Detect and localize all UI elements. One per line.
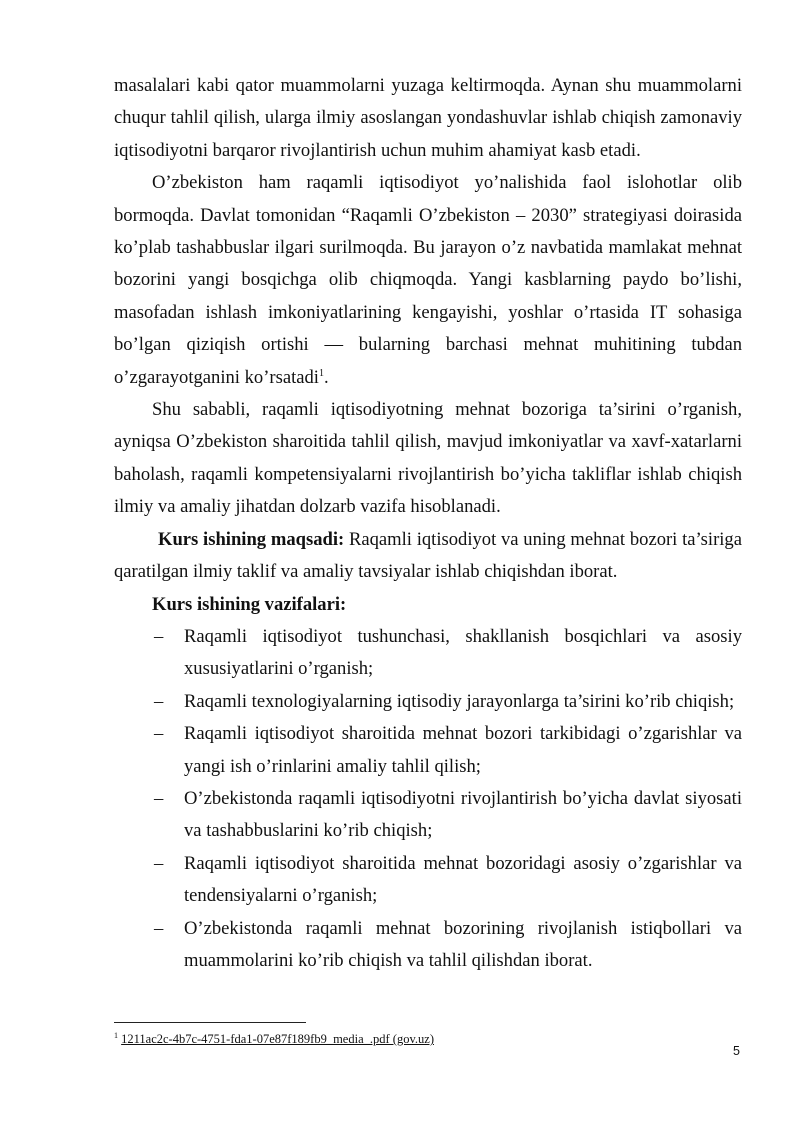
body-text [114,70,742,977]
course-goal-label: Kurs ishining maqsadi: [158,528,345,550]
footnote-mark: 1 [114,1030,118,1040]
dash-bullet: – [154,852,164,874]
course-tasks-heading: Kurs ishining vazifalari: [152,593,347,615]
course-tasks-list [114,621,742,977]
paragraph-relevance: Shu sababli, raqamli iqtisodiyotning mehnat bozoriga ta’sirini o’rganish, ayniqsa O’zbekiston sharoitida tahlil qilish, mavjud imkoniyatlar va xavf-xatarlarni baholash, raqamli kompetensiyalarni rivojlantirish bo’yicha takliflar ishlab chiqish ilmiy va amaliy jihatdan dolzarb vazifa hisoblanadi. [114,399,742,518]
dash-bullet: – [154,787,164,809]
paragraph-uzbekistan-reforms [114,167,742,394]
list-item [114,686,742,718]
dash-bullet: – [154,625,164,647]
footnote [114,1031,434,1047]
task-text: Raqamli texnologiyalarning iqtisodiy jarayonlarga ta’sirini ko’rib chiqish; [184,690,735,712]
list-item [114,621,742,686]
course-goal-text: Raqamli iqtisodiyot va uning mehnat bozori ta’siriga qaratilgan ilmiy taklif va amaliy tavsiyalar ishlab chiqishdan iborat. [114,528,742,583]
list-item [114,783,742,848]
task-text: Raqamli iqtisodiyot sharoitida mehnat bozoridagi asosiy o’zgarishlar va tendensiyalarni o’rganish; [184,852,742,907]
dash-bullet: – [154,690,164,712]
dash-bullet: – [154,917,164,939]
list-item [114,848,742,913]
paragraph-intro-continuation: masalalari kabi qator muammolarni yuzaga keltirmoqda. Aynan shu muammolarni chuqur tahlil qilish, ularga ilmiy asoslangan yondashuvlar ishlab chiqish zamonaviy iqtisodiyotni barqaror rivojlantirish uchun muhim ahamiyat kasb etadi. [114,75,742,161]
paragraph-uzbekistan-reforms-text: O’zbekiston ham raqamli iqtisodiyot yo’nalishida faol islohotlar olib bormoqda. Davlat tomonidan “Raqamli O’zbekiston – 2030” strategiyasi doirasida ko’plab tashabbuslar ilgari surilmoqda. Bu jarayon o’z navbatida mamlakat mehnat bozorini yangi bosqichga olib chiqmoqda. Yangi kasblarning paydo bo’lishi, masofadan ishlash imkoniyatlarining kengayishi, yoshlar o’rtasida IT sohasiga bo’lgan qiziqish ortishi — bularning barchasi mehnat muhitining tubdan o’zgarayotganini ko’rsatadi [114,172,742,388]
task-text: O’zbekistonda raqamli iqtisodiyotni rivojlantirish bo’yicha davlat siyosati va tashabbuslarini ko’rib chiqish; [184,787,742,842]
task-text: Raqamli iqtisodiyot tushunchasi, shakllanish bosqichlari va asosiy xususiyatlarini o’rganish; [184,625,742,680]
paragraph-end-period: . [323,366,329,388]
list-item [114,718,742,783]
page-number: 5 [733,1044,740,1058]
task-text: Raqamli iqtisodiyot sharoitida mehnat bozori tarkibidagi o’zgarishlar va yangi ish o’rinlarini amaliy tahlil qilish; [184,723,742,777]
footnote-separator [114,1022,306,1023]
task-text: O’zbekistonda raqamli mehnat bozorining rivojlanish istiqbollari va muammolarini ko’rib chiqish va tahlil qilishdan iborat. [184,917,742,971]
dash-bullet: – [154,723,164,745]
footnote-source-link[interactable]: 1211ac2c-4b7c-4751-fda1-07e87f189fb9_media_.pdf (gov.uz) [121,1032,434,1046]
course-goal-paragraph [114,524,742,589]
footnote-reference[interactable]: 1 [318,367,324,379]
list-item [114,913,742,978]
